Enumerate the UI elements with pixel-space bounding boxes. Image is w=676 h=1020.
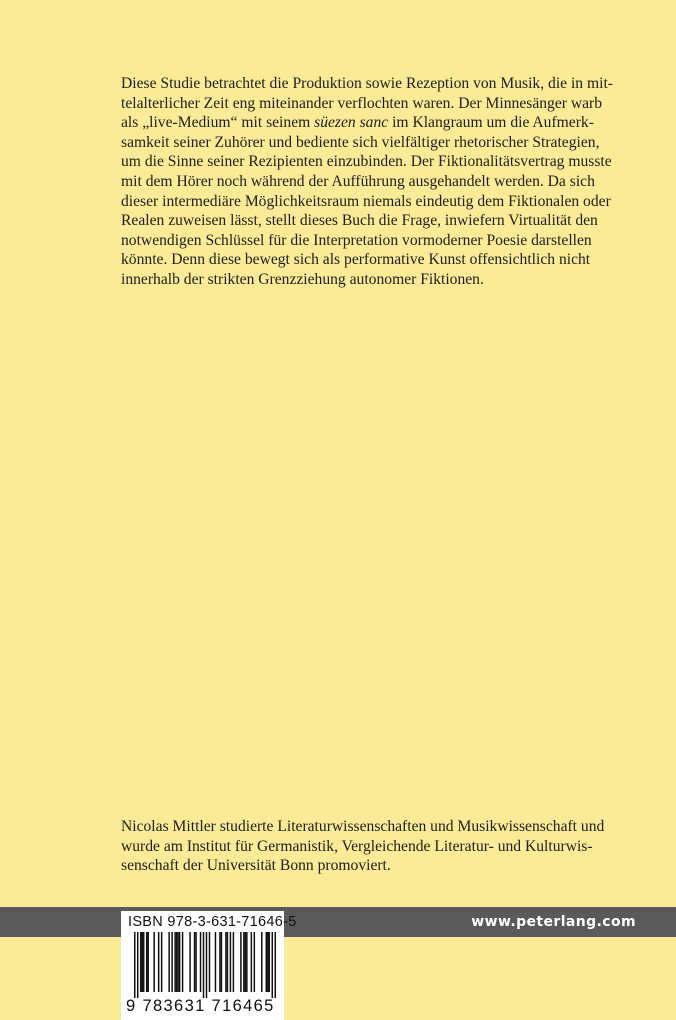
barcode-bar — [134, 932, 135, 998]
barcode-bar — [200, 932, 201, 992]
barcode-bar — [225, 932, 226, 992]
barcode-bar — [189, 932, 190, 992]
blurb-line: Realen zuweisen lässt, stellt dieses Buch die Frage, inwiefern Virtualität den — [121, 212, 598, 230]
author-line: senschaft der Universität Bonn promoviert. — [121, 857, 391, 875]
barcode-bar — [206, 932, 207, 998]
barcode-bar — [272, 932, 273, 998]
author-line: wurde am Institut für Germanistik, Vergleichende Literatur- und Kulturwis- — [121, 837, 593, 855]
barcode-bar — [245, 932, 246, 992]
blurb-line — [121, 113, 594, 133]
barcode-bar — [179, 932, 180, 992]
barcode-bar — [227, 932, 228, 992]
barcode-bar — [203, 932, 204, 998]
barcode-bar — [267, 932, 268, 992]
blurb-line: dieser intermediäre Möglichkeitsraum niemals eindeutig dem Fiktionalen oder — [121, 192, 611, 210]
author-line: Nicolas Mittler studierte Literaturwissenschaften und Musikwissenschaft und — [121, 818, 605, 835]
barcode-bar — [194, 932, 195, 992]
barcode-bar — [174, 932, 175, 992]
author-bio — [121, 817, 605, 876]
barcode-bar — [176, 932, 177, 992]
barcode-bar — [146, 932, 147, 992]
barcode-bar — [221, 932, 222, 992]
blurb-line: um die Sinne seiner Rezipienten einzubinden. Der Fiktionalitätsvertrag musste — [121, 153, 612, 171]
barcode-bar — [140, 932, 141, 992]
barcode-bar — [246, 932, 247, 992]
barcode-bar — [182, 932, 183, 992]
barcode-bar — [269, 932, 270, 992]
barcode-graphic — [134, 932, 276, 998]
blurb-line: innerhalb der strikten Grenzziehung autonomer Fiktionen. — [121, 270, 484, 288]
barcode-bar — [158, 932, 159, 992]
barcode-bar — [147, 932, 148, 992]
barcode-bar — [143, 932, 144, 992]
barcode-digits: 9 783631 716465 — [126, 997, 275, 1015]
barcode-bar — [230, 932, 231, 992]
isbn-label: ISBN 978-3-631-71646-5 — [128, 914, 297, 930]
blurb-line: könnte. Denn diese bewegt sich als performative Kunst offensichtlich nicht — [121, 251, 591, 269]
barcode-bar — [219, 932, 220, 992]
barcode-bar — [153, 932, 154, 992]
barcode-bar — [233, 932, 234, 992]
barcode-bar — [240, 932, 241, 992]
barcode-bar — [266, 932, 267, 992]
barcode-bar — [209, 932, 210, 992]
barcode-bar — [254, 932, 255, 992]
blurb-line: samkeit seiner Zuhörer und bediente sich vielfältiger rhetorischer Strategien, — [121, 133, 600, 151]
barcode-bar — [171, 932, 172, 992]
blurb-line: mit dem Hörer noch während der Aufführung ausgehandelt werden. Da sich — [121, 172, 595, 190]
barcode-bar — [215, 932, 216, 992]
barcode-bar — [141, 932, 142, 992]
back-cover-blurb — [121, 74, 613, 290]
barcode-bar — [168, 932, 169, 992]
blurb-text: im Klangraum um die Aufmerk- — [388, 114, 594, 132]
barcode-bar — [177, 932, 178, 992]
blurb-italic-phrase: süezen sanc — [314, 114, 389, 132]
barcode-bar — [243, 932, 244, 992]
barcode-bar — [251, 932, 252, 992]
publisher-website[interactable]: www.peterlang.com — [471, 914, 636, 930]
blurb-line: Diese Studie betrachtet die Produktion sowie Rezeption von Musik, die in mit- — [121, 75, 613, 92]
barcode-bar — [161, 932, 162, 992]
barcode-bar — [137, 932, 138, 998]
barcode-bar — [261, 932, 262, 992]
blurb-text: als „live-Medium“ mit seinem — [121, 114, 315, 132]
barcode-bar — [195, 932, 196, 992]
blurb-line: notwendigen Schlüssel für die Interpretation vormoderner Poesie darstellen — [121, 231, 592, 249]
barcode-bar — [275, 932, 276, 998]
blurb-line: telalterlicher Zeit eng miteinander verflochten waren. Der Minnesänger warb — [121, 94, 603, 112]
